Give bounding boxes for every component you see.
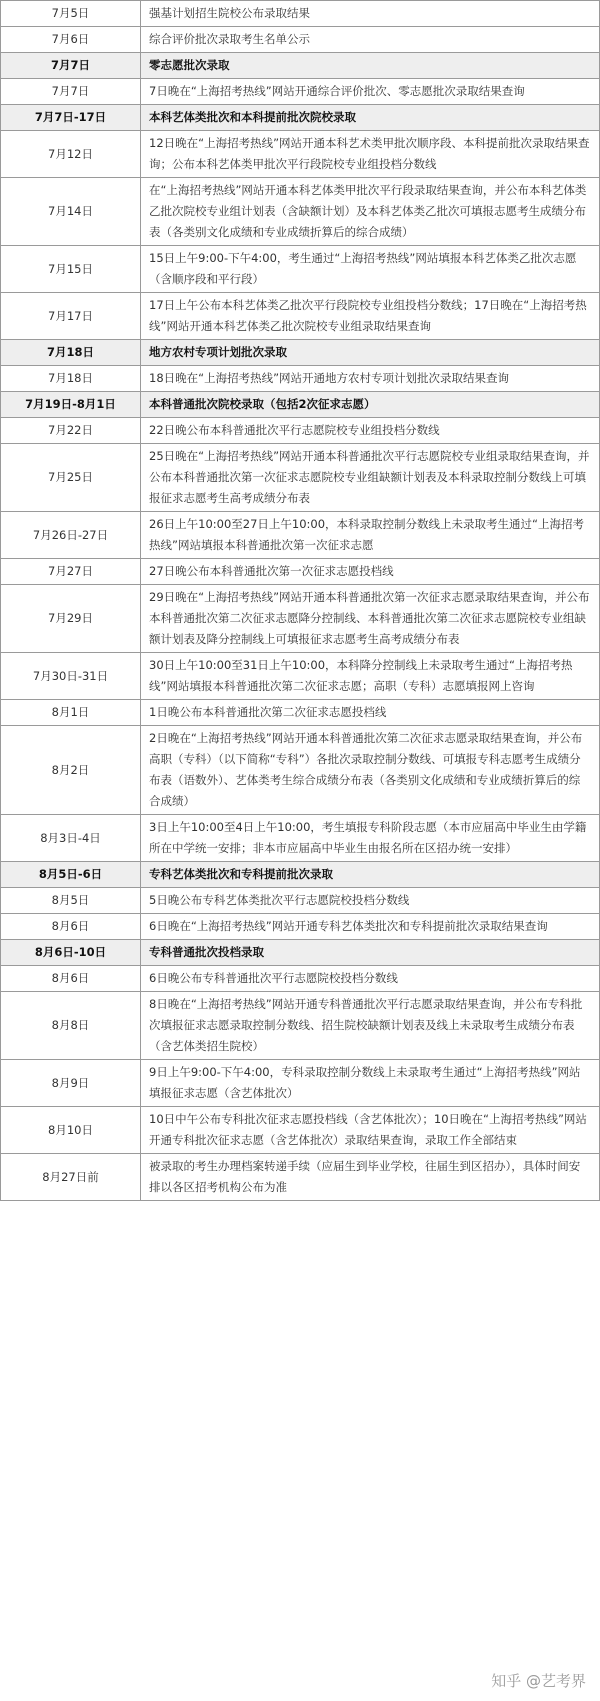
date-cell: 7月27日 [1,559,141,585]
event-cell: 15日上午9:00-下午4:00，考生通过“上海招考热线”网站填报本科艺体类乙批次志愿（含顺序段和平行段） [141,246,600,293]
table-row [1,700,600,726]
event-cell: 6日晚公布专科普通批次平行志愿院校投档分数线 [141,966,600,992]
date-cell: 8月5日-6日 [1,862,141,888]
event-cell: 26日上午10:00至27日上午10:00，本科录取控制分数线上未录取考生通过“上海招考热线”网站填报本科普通批次第一次征求志愿 [141,512,600,559]
section-title-cell: 本科普通批次院校录取（包括2次征求志愿） [141,392,600,418]
table-row [1,585,600,653]
table-row [1,366,600,392]
date-cell: 8月9日 [1,1060,141,1107]
event-cell: 强基计划招生院校公布录取结果 [141,1,600,27]
date-cell: 7月25日 [1,444,141,512]
date-cell: 7月7日-17日 [1,105,141,131]
table-row [1,178,600,246]
table-row [1,726,600,815]
section-header-row [1,862,600,888]
date-cell: 7月29日 [1,585,141,653]
date-cell: 8月5日 [1,888,141,914]
table-row [1,992,600,1060]
date-cell: 8月27日前 [1,1154,141,1201]
table-row [1,293,600,340]
date-cell: 7月22日 [1,418,141,444]
event-cell: 7日晚在“上海招考热线”网站开通综合评价批次、零志愿批次录取结果查询 [141,79,600,105]
date-cell: 8月3日-4日 [1,815,141,862]
table-row [1,559,600,585]
date-cell: 8月2日 [1,726,141,815]
date-cell: 7月7日 [1,79,141,105]
table-row [1,246,600,293]
schedule-body [1,1,600,1201]
section-header-row [1,940,600,966]
date-cell: 7月6日 [1,27,141,53]
event-cell: 6日晚在“上海招考热线”网站开通专科艺体类批次和专科提前批次录取结果查询 [141,914,600,940]
table-row [1,653,600,700]
date-cell: 7月30日-31日 [1,653,141,700]
date-cell: 7月18日 [1,340,141,366]
table-row [1,1,600,27]
table-row [1,512,600,559]
section-header-row [1,392,600,418]
table-row [1,131,600,178]
table-row [1,1060,600,1107]
event-cell: 30日上午10:00至31日上午10:00，本科降分控制线上未录取考生通过“上海招考热线”网站填报本科普通批次第二次征求志愿；高职（专科）志愿填报网上咨询 [141,653,600,700]
table-row [1,418,600,444]
section-title-cell: 地方农村专项计划批次录取 [141,340,600,366]
date-cell: 7月19日-8月1日 [1,392,141,418]
date-cell: 7月26日-27日 [1,512,141,559]
event-cell: 18日晚在“上海招考热线”网站开通地方农村专项计划批次录取结果查询 [141,366,600,392]
date-cell: 8月8日 [1,992,141,1060]
event-cell: 10日中午公布专科批次征求志愿投档线（含艺体批次）；10日晚在“上海招考热线”网站开通专科批次征求志愿（含艺体批次）录取结果查询，录取工作全部结束 [141,1107,600,1154]
event-cell: 22日晚公布本科普通批次平行志愿院校专业组投档分数线 [141,418,600,444]
date-cell: 8月1日 [1,700,141,726]
table-row [1,914,600,940]
event-cell: 5日晚公布专科艺体类批次平行志愿院校投档分数线 [141,888,600,914]
date-cell: 7月7日 [1,53,141,79]
table-row [1,79,600,105]
table-row [1,27,600,53]
date-cell: 8月6日 [1,914,141,940]
section-title-cell: 本科艺体类批次和本科提前批次院校录取 [141,105,600,131]
event-cell: 9日上午9:00-下午4:00，专科录取控制分数线上未录取考生通过“上海招考热线”网站填报征求志愿（含艺体批次） [141,1060,600,1107]
date-cell: 7月18日 [1,366,141,392]
event-cell: 综合评价批次录取考生名单公示 [141,27,600,53]
date-cell: 8月6日 [1,966,141,992]
table-row [1,1154,600,1201]
section-title-cell: 专科艺体类批次和专科提前批次录取 [141,862,600,888]
date-cell: 8月10日 [1,1107,141,1154]
table-row [1,1107,600,1154]
section-title-cell: 专科普通批次投档录取 [141,940,600,966]
date-cell: 7月14日 [1,178,141,246]
event-cell: 17日上午公布本科艺体类乙批次平行段院校专业组投档分数线；17日晚在“上海招考热线”网站开通本科艺体类乙批次院校专业组录取结果查询 [141,293,600,340]
event-cell: 被录取的考生办理档案转递手续（应届生到毕业学校，往届生到区招办），具体时间安排以各区招考机构公布为准 [141,1154,600,1201]
date-cell: 7月15日 [1,246,141,293]
section-header-row [1,53,600,79]
event-cell: 8日晚在“上海招考热线”网站开通专科普通批次平行志愿录取结果查询，并公布专科批次填报征求志愿录取控制分数线、招生院校缺额计划表及线上未录取考生成绩分布表（含艺体类招生院校） [141,992,600,1060]
table-row [1,444,600,512]
table-row [1,888,600,914]
date-cell: 7月17日 [1,293,141,340]
section-title-cell: 零志愿批次录取 [141,53,600,79]
event-cell: 在“上海招考热线”网站开通本科艺体类甲批次平行段录取结果查询，并公布本科艺体类乙批次院校专业组计划表（含缺额计划）及本科艺体类乙批次可填报志愿考生成绩分布表（各类别文化成绩和专业成绩折算后的综合成绩） [141,178,600,246]
date-cell: 7月12日 [1,131,141,178]
watermark: 知乎 @艺考界 [491,1672,586,1690]
date-cell: 7月5日 [1,1,141,27]
event-cell: 27日晚公布本科普通批次第一次征求志愿投档线 [141,559,600,585]
event-cell: 2日晚在“上海招考热线”网站开通本科普通批次第二次征求志愿录取结果查询，并公布高职（专科）（以下简称“专科”）各批次录取控制分数线、可填报专科志愿考生成绩分布表（语数外）、艺体类考生综合成绩分布表（各类别文化成绩和专业成绩折算后的综合成绩） [141,726,600,815]
section-header-row [1,105,600,131]
event-cell: 25日晚在“上海招考热线”网站开通本科普通批次平行志愿院校专业组录取结果查询，并公布本科普通批次第一次征求志愿院校专业组缺额计划表及本科录取控制分数线上可填报征求志愿考生高考成绩分布表 [141,444,600,512]
event-cell: 29日晚在“上海招考热线”网站开通本科普通批次第一次征求志愿录取结果查询，并公布本科普通批次第二次征求志愿降分控制线、本科普通批次第二次征求志愿院校专业组缺额计划表及降分控制线上可填报征求志愿考生高考成绩分布表 [141,585,600,653]
event-cell: 1日晚公布本科普通批次第二次征求志愿投档线 [141,700,600,726]
table-row [1,815,600,862]
table-row [1,966,600,992]
section-header-row [1,340,600,366]
event-cell: 12日晚在“上海招考热线”网站开通本科艺术类甲批次顺序段、本科提前批次录取结果查询；公布本科艺体类甲批次平行段院校专业组投档分数线 [141,131,600,178]
event-cell: 3日上午10:00至4日上午10:00，考生填报专科阶段志愿（本市应届高中毕业生由学籍所在中学统一安排；非本市应届高中毕业生由报名所在区招办统一安排） [141,815,600,862]
date-cell: 8月6日-10日 [1,940,141,966]
